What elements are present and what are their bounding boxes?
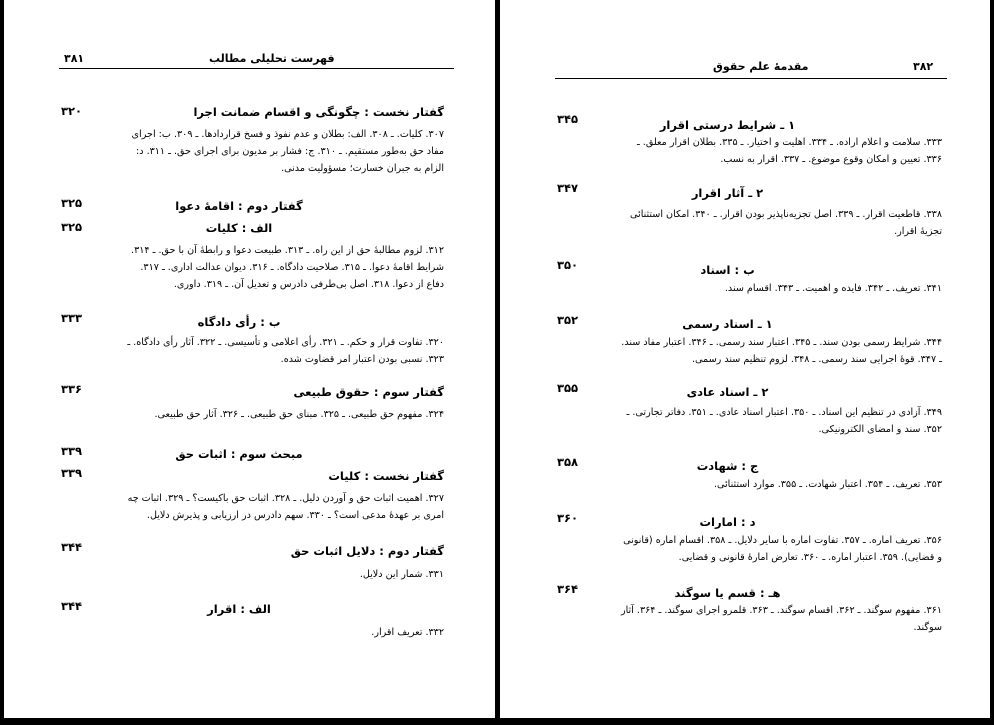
toc-entry-title: ۲ ـ اسناد عادی: [686, 385, 769, 399]
toc-page-number: ۳۵۲: [557, 313, 579, 327]
toc-entry-title: ب : رأی دادگاه: [197, 315, 281, 329]
toc-entry-title: ب : اسناد: [700, 263, 755, 277]
toc-entry-title: ۲ ـ آثار اقرار: [691, 186, 764, 200]
toc-page-number: ۳۵۸: [557, 455, 579, 469]
toc-page-number: ۳۴۴: [61, 540, 83, 554]
toc-entry-title: د : امارات: [699, 515, 756, 529]
toc-page-number: ۳۲۵: [61, 220, 83, 234]
toc-page-number: ۳۶۴: [557, 582, 579, 596]
toc-entry-title: گفتار نخست : چگونگی و اقسام ضمانت اجرا: [193, 105, 444, 119]
toc-entry-title: ۱ ـ شرایط درستی اقرار: [659, 118, 796, 132]
toc-page-number: ۳۵۵: [557, 381, 579, 395]
toc-entry-title: هـ : قسم یا سوگند: [674, 586, 781, 600]
toc-page-number: ۳۳۶: [61, 382, 83, 396]
toc-page-number: ۳۳۹: [61, 444, 83, 458]
toc-entry-desc: ۳۲۰. تفاوت قرار و حکم. ـ ۳۲۱. رأی اعلامی و تأسیسی. ـ ۳۲۲. آثار رأی دادگاه. ـ ۳۲۳. نسبی بودن اعتبار امر قضاوت شده.: [127, 337, 444, 365]
toc-entry-desc: ۳۳۱. شمار این دلایل.: [359, 569, 444, 580]
header-rule: [59, 68, 454, 69]
toc-page-number: ۳۴۴: [61, 599, 83, 613]
toc-entry-title: مبحث سوم : اثبات حق: [175, 447, 303, 461]
toc-page-number: ۳۲۵: [61, 196, 83, 210]
toc-page-number: ۳۴۷: [557, 181, 579, 195]
toc-entry-desc: ۳۱۲. لزوم مطالبهٔ حق از این راه. ـ ۳۱۳. طبیعت دعوا و رابطهٔ آن با حق. ـ ۳۱۴. شرایط اقامهٔ دعوا. ـ ۳۱۵. صلاحیت دادگاه. ـ ۳۱۶. دیوان عدالت اداری. ـ ۳۱۷. دفاع از دعوا. ۳۱۸. اصل بی‌طرفی دادرس و تعدیل آن. ـ ۳۱۹. داوری.: [131, 245, 444, 290]
toc-page-number: ۳۲۰: [61, 104, 83, 118]
page-number: ۳۸۲: [913, 60, 934, 73]
toc-entry-title: گفتار سوم : حقوق طبیعی: [293, 385, 444, 399]
running-head: مقدمهٔ علم حقوق: [713, 60, 809, 73]
toc-entry-desc: ۳۳۸. قاطعیت اقرار. ـ ۳۳۹. اصل تجزیه‌ناپذیر بودن اقرار. ـ ۳۴۰. امکان استثنائی تجزیهٔ اقرار.: [630, 209, 942, 237]
toc-entry-title: گفتار دوم : اقامهٔ دعوا: [175, 199, 303, 213]
toc-entry-desc: ۳۴۴. شرایط رسمی بودن سند. ـ ۳۴۵. اعتبار سند رسمی. ـ ۳۴۶. اعتبار مفاد سند. ـ ۳۴۷. قوهٔ اجرایی سند رسمی. ـ ۳۴۸. لزوم تنظیم سند رسمی.: [621, 337, 942, 365]
toc-entry-desc: ۳۲۴. مفهوم حق طبیعی. ـ ۳۲۵. مبنای حق طبیعی. ـ ۳۲۶. آثار حق طبیعی.: [154, 409, 444, 420]
toc-entry-desc: ۳۴۹. آزادی در تنظیم این اسناد. ـ ۳۵۰. اعتبار اسناد عادی. ـ ۳۵۱. دفاتر تجارتی. ـ ۳۵۲. سند و امضای الکترونیکی.: [626, 407, 942, 435]
page-number: ۳۸۱: [64, 52, 85, 65]
toc-page-number: ۳۶۰: [557, 511, 579, 525]
toc-entry-title: الف : اقرار: [207, 602, 271, 616]
toc-entry-desc: ۳۰۷. کلیات. ـ ۳۰۸. الف: بطلان و عدم نفوذ و فسخ قراردادها. ـ ۳۰۹. ب: اجرای مفاد حق به‌طور مستقیم. ـ ۳۱۰. ج: فشار بر مدیون برای اجرای حق. ـ ۳۱۱. د: الزام به جبران خسارت؛ مسؤولیت مدنی.: [131, 129, 444, 174]
toc-entry-title: گفتار دوم : دلایل اثبات حق: [290, 544, 444, 558]
toc-entry-desc: ۳۲۷. اهمیت اثبات حق و آوردن دلیل. ـ ۳۲۸. اثبات حق باکیست؟ ـ ۳۲۹. اثبات چه امری بر عهدهٔ مدعی است؟ ـ ۳۳۰. سهم دادرس در ارزیابی و پذیرش دلایل.: [127, 493, 444, 521]
toc-entry-desc: ۳۳۳. سلامت و اعلام اراده. ـ ۳۳۴. اهلیت و اختیار. ـ ۳۳۵. بطلان اقرار معلق. ـ ۳۳۶. تعیین و امکان وقوع موضوع. ـ ۳۳۷. اقرار به نسب.: [636, 137, 942, 165]
toc-entry-desc: ۳۴۱. تعریف. ـ ۳۴۲. فایده و اهمیت. ـ ۳۴۳. اقسام سند.: [724, 283, 942, 294]
toc-page-number: ۳۳۳: [61, 311, 83, 325]
toc-entry-desc: ۳۳۲. تعریف اقرار.: [371, 627, 444, 638]
right-page: [500, 0, 990, 718]
toc-page-number: ۳۴۵: [557, 112, 579, 126]
toc-entry-desc: ۳۶۱. مفهوم سوگند. ـ ۳۶۲. اقسام سوگند. ـ ۳۶۳. قلمرو اجرای سوگند. ـ ۳۶۴. آثار سوگند.: [620, 605, 942, 633]
toc-page-number: ۳۳۹: [61, 466, 83, 480]
running-head: فهرست تحلیلی مطالب: [209, 52, 335, 65]
toc-entry-desc: ۳۵۳. تعریف. ـ ۳۵۴. اعتبار شهادت. ـ ۳۵۵. موارد استثنائی.: [713, 479, 942, 490]
header-rule: [555, 78, 947, 79]
toc-page-number: ۳۵۰: [557, 258, 579, 272]
toc-entry-desc: ۳۵۶. تعریف اماره. ـ ۳۵۷. تفاوت اماره با سایر دلایل. ـ ۳۵۸. اقسام اماره (قانونی و قضایی). ۳۵۹. اعتبار اماره. ـ ۳۶۰. تعارض امارهٔ قانونی و قضایی.: [623, 535, 942, 563]
toc-entry-title: الف : کلیات: [205, 221, 273, 235]
toc-entry-title: ج : شهادت: [696, 459, 759, 473]
left-page: [4, 0, 495, 718]
toc-entry-title: گفتار نخست : کلیات: [328, 469, 444, 483]
toc-entry-title: ۱ ـ اسناد رسمی: [682, 317, 773, 331]
